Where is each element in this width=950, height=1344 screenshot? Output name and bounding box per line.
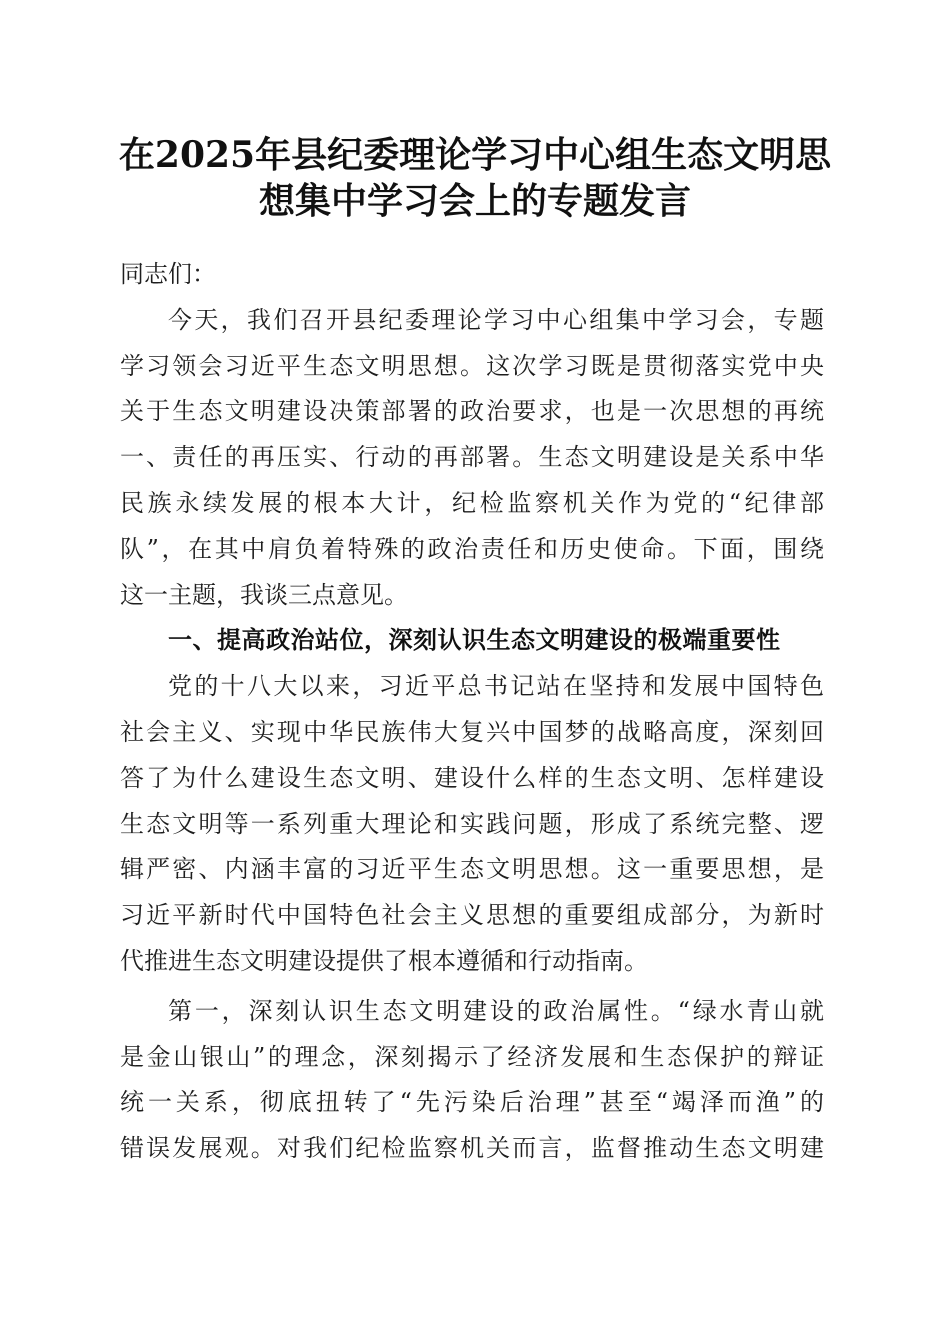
document-body [120, 252, 824, 1172]
paragraph-line: 一、责任的再压实、行动的再部署。生态文明建设是关系中华 [120, 443, 824, 472]
document-title [118, 132, 832, 224]
title-line-2: 想集中学习会上的专题发言 [258, 180, 691, 222]
paragraph-line: 党的十八大以来，习近平总书记站在坚持和发展中国特色 [168, 672, 824, 701]
paragraph-line: 这一主题，我谈三点意见。 [120, 580, 408, 609]
paragraph-line: 社会主义、实现中华民族伟大复兴中国梦的战略高度，深刻回 [120, 717, 824, 746]
paragraph-line: 民族永续发展的根本大计，纪检监察机关作为党的“纪律部 [120, 488, 824, 517]
paragraph-line: 队”，在其中肩负着特殊的政治责任和历史使命。下面，围绕 [120, 534, 824, 563]
paragraph-line: 今天，我们召开县纪委理论学习中心组集中学习会，专题 [168, 305, 824, 334]
paragraph-line: 统一关系，彻底扭转了“先污染后治理”甚至“竭泽而渔”的 [120, 1088, 824, 1117]
paragraph-line: 生态文明等一系列重大理论和实践问题，形成了系统完整、逻 [120, 809, 824, 838]
section-heading-1 [120, 618, 824, 664]
paragraph-line: 错误发展观。对我们纪检监察机关而言，监督推动生态文明建 [120, 1134, 824, 1163]
paragraph-line: 代推进生态文明建设提供了根本遵循和行动指南。 [120, 946, 648, 975]
salutation: 同志们： [120, 260, 216, 288]
paragraph-line: 习近平新时代中国特色社会主义思想的重要组成部分，为新时 [120, 901, 824, 930]
paragraph-line: 关于生态文明建设决策部署的政治要求，也是一次思想的再统 [120, 397, 824, 426]
paragraph-line: 答了为什么建设生态文明、建设什么样的生态文明、怎样建设 [120, 763, 824, 792]
title-line-1: 在2025年县纪委理论学习中心组生态文明思 [118, 134, 832, 176]
paragraph-line: 学习领会习近平生态文明思想。这次学习既是贯彻落实党中央 [120, 351, 824, 380]
paragraph-background [120, 664, 824, 985]
paragraph-intro [120, 298, 824, 619]
paragraph-line: 是金山银山”的理念，深刻揭示了经济发展和生态保护的辩证 [120, 1042, 824, 1071]
paragraph-line: 第一，深刻认识生态文明建设的政治属性。“绿水青山就 [168, 996, 824, 1025]
section-heading: 一、提高政治站位，深刻认识生态文明建设的极端重要性 [168, 626, 781, 655]
paragraph-line: 辑严密、内涵丰富的习近平生态文明思想。这一重要思想，是 [120, 855, 824, 884]
paragraph-point-1 [120, 989, 824, 1172]
